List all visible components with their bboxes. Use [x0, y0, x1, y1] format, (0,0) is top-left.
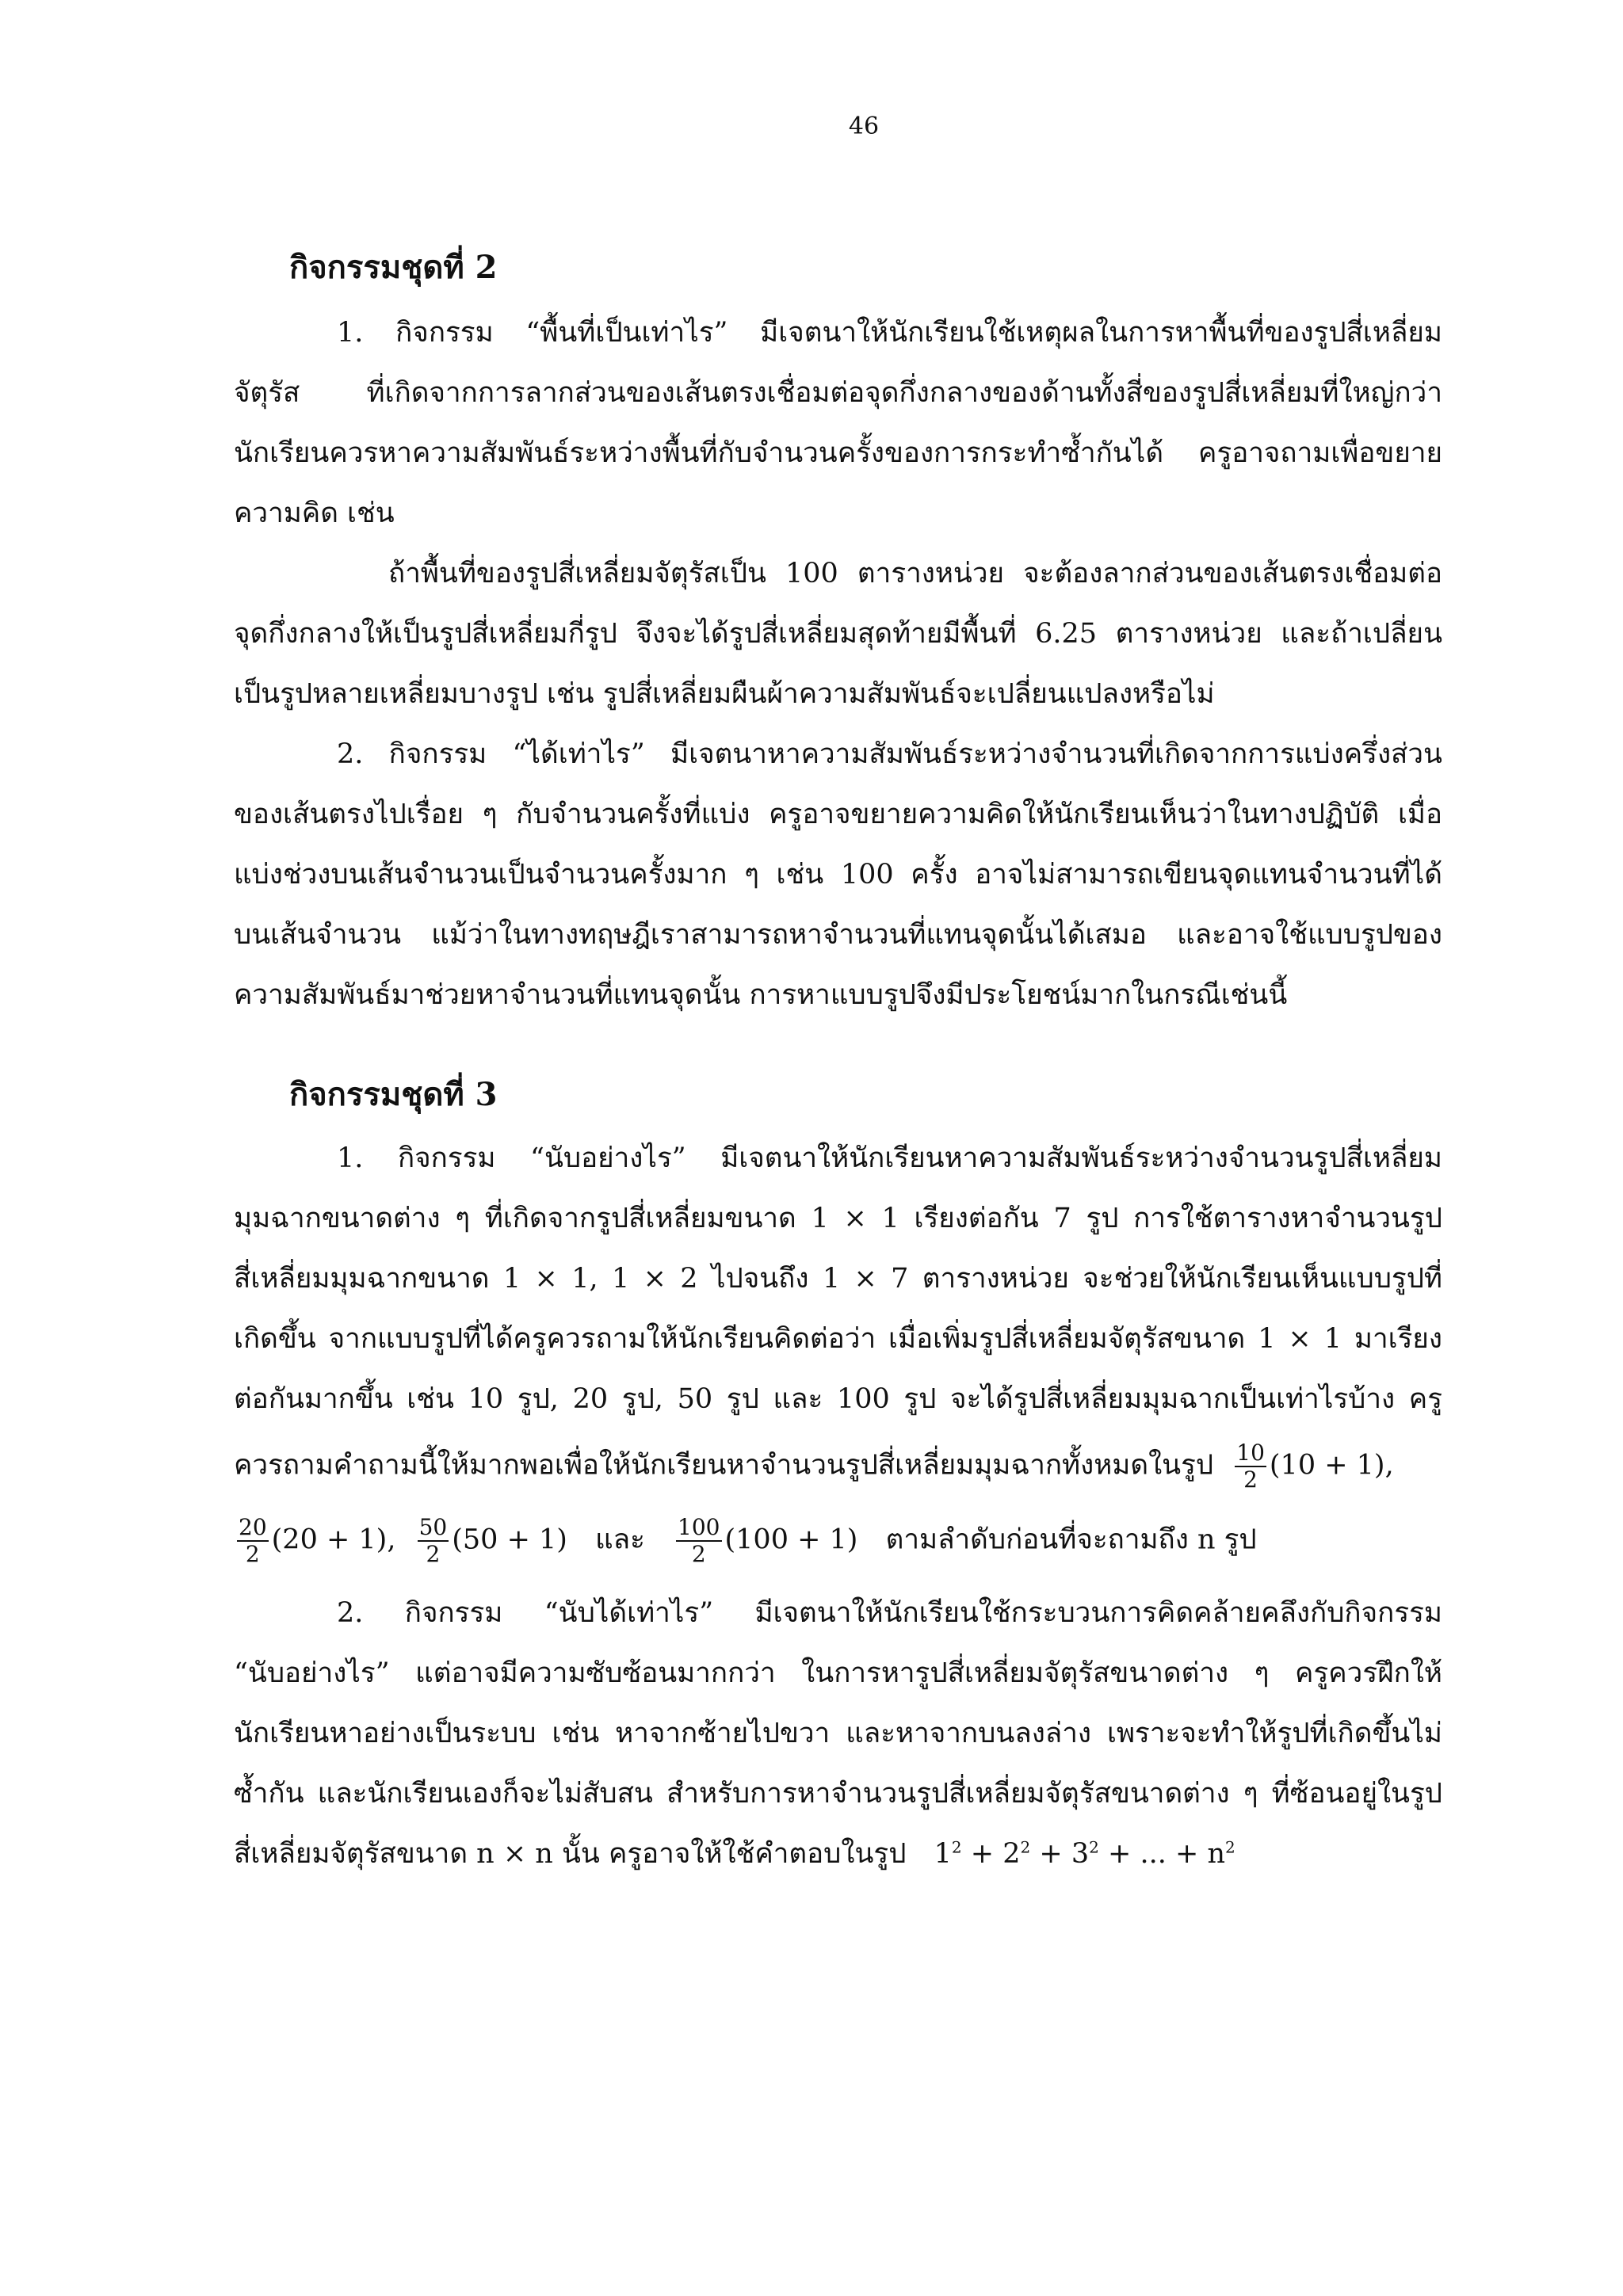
formula-trailing-text: ตามลำดับก่อนที่จะถามถึง n รูป — [885, 1524, 1257, 1556]
formula-term: (10 + 1), — [1269, 1449, 1394, 1482]
paragraph-line: ซ้ำกัน และนักเรียนเองก็จะไม่สับสน สำหรับการหาจำนวนรูปสี่เหลี่ยมจัตุรัสขนาดต่าง ๆ ที่ซ้อนอยู่ในรูป — [234, 1778, 1442, 1810]
paragraph-line: 2. กิจกรรม “นับได้เท่าไร” มีเจตนาให้นักเรียนใช้กระบวนการคิดคล้ายคลึงกับกิจกรรม — [337, 1597, 1442, 1629]
formula-term: (100 + 1) — [724, 1524, 858, 1556]
formula-line — [234, 1515, 1442, 1567]
formula-term: 2 — [1002, 1838, 1021, 1870]
paragraph-line: สี่เหลี่ยมมุมฉากขนาด 1 × 1, 1 × 2 ไปจนถึง 1 × 7 ตารางหน่วย จะช่วยให้นักเรียนเห็นแบบรูปที่ — [234, 1263, 1442, 1295]
paragraph-line-with-formula — [234, 1440, 1442, 1493]
formula-term: 1 — [934, 1838, 952, 1870]
paragraph-line: 2. กิจกรรม “ได้เท่าไร” มีเจตนาหาความสัมพันธ์ระหว่างจำนวนที่เกิดจากการแบ่งครึ่งส่วน — [337, 738, 1442, 770]
paragraph-line: 1. กิจกรรม “นับอย่างไร” มีเจตนาให้นักเรียนหาความสัมพันธ์ระหว่างจำนวนรูปสี่เหลี่ยม — [337, 1142, 1442, 1174]
fraction-numerator: 100 — [678, 1514, 720, 1540]
formula-connector: และ — [595, 1524, 645, 1556]
fraction-numerator: 50 — [418, 1514, 448, 1540]
paragraph-line: 1. กิจกรรม “พื้นที่เป็นเท่าไร” มีเจตนาให้นักเรียนใช้เหตุผลในการหาพื้นที่ของรูปสี่เหลี่ยม — [337, 317, 1442, 349]
formula-intro-text: สี่เหลี่ยมจัตุรัสขนาด n × n นั้น ครูอาจให้ใช้คำตอบในรูป — [234, 1838, 907, 1870]
paragraph-line: นักเรียนหาอย่างเป็นระบบ เช่น หาจากซ้ายไปขวา และหาจากบนลงล่าง เพราะจะทำให้รูปที่เกิดขึ้นไม่ — [234, 1718, 1442, 1749]
formula-term: (20 + 1), — [271, 1524, 396, 1556]
fraction — [237, 1515, 269, 1567]
exponent: 2 — [1020, 1837, 1031, 1857]
section-2-heading: กิจกรรมชุดที่ 2 — [289, 249, 498, 286]
plus-sign: + — [970, 1838, 995, 1870]
formula-term: 3 — [1071, 1838, 1090, 1870]
plus-sign: + — [1039, 1838, 1063, 1870]
exponent: 2 — [1089, 1837, 1099, 1857]
paragraph-line: แบ่งช่วงบนเส้นจำนวนเป็นจำนวนครั้งมาก ๆ เช่น 100 ครั้ง อาจไม่สามารถเขียนจุดแทนจำนวนที่ได้ — [234, 859, 1442, 891]
paragraph-line: ของเส้นตรงไปเรื่อย ๆ กับจำนวนครั้งที่แบ่ง ครูอาจขยายความคิดให้นักเรียนเห็นว่าในทางปฏิบัติ เมื่อ — [234, 799, 1442, 830]
paragraph-line: ถ้าพื้นที่ของรูปสี่เหลี่ยมจัตุรัสเป็น 100 ตารางหน่วย จะต้องลากส่วนของเส้นตรงเชื่อมต่อ — [388, 558, 1442, 589]
fraction — [676, 1515, 721, 1567]
paragraph-line: เกิดขึ้น จากแบบรูปที่ได้ครูควรถามให้นักเรียนคิดต่อว่า เมื่อเพิ่มรูปสี่เหลี่ยมจัตุรัสขนาด 1 × 1 มาเรียง — [234, 1323, 1442, 1355]
sum-formula — [934, 1838, 1235, 1870]
formula-intro-text: ควรถามคำถามนี้ให้มากพอเพื่อให้นักเรียนหาจำนวนรูปสี่เหลี่ยมมุมฉากทั้งหมดในรูป — [234, 1449, 1214, 1482]
paragraph-line: ความสัมพันธ์มาช่วยหาจำนวนที่แทนจุดนั้น การหาแบบรูปจึงมีประโยชน์มากในกรณีเช่นนี้ — [234, 979, 1288, 1011]
fraction-denominator: 2 — [426, 1541, 441, 1567]
ellipsis: ... — [1140, 1838, 1167, 1870]
plus-sign: + — [1174, 1838, 1199, 1870]
paragraph-line: มุมฉากขนาดต่าง ๆ ที่เกิดจากรูปสี่เหลี่ยมขนาด 1 × 1 เรียงต่อกัน 7 รูป การใช้ตารางหาจำนวนรูป — [234, 1203, 1442, 1234]
fraction-denominator: 2 — [245, 1541, 260, 1567]
paragraph-line: ต่อกันมากขึ้น เช่น 10 รูป, 20 รูป, 50 รูป และ 100 รูป จะได้รูปสี่เหลี่ยมมุมฉากเป็นเท่าไรบ้าง ครู — [234, 1383, 1442, 1415]
exponent: 2 — [1224, 1837, 1235, 1857]
exponent: 2 — [951, 1837, 962, 1857]
paragraph-line: ความคิด เช่น — [234, 498, 395, 529]
paragraph-line: บนเส้นจำนวน แม้ว่าในทางทฤษฎีเราสามารถหาจำนวนที่แทนจุดนั้นได้เสมอ และอาจใช้แบบรูปของ — [234, 919, 1442, 951]
fraction-denominator: 2 — [691, 1541, 706, 1567]
paragraph-line: นักเรียนควรหาความสัมพันธ์ระหว่างพื้นที่กับจำนวนครั้งของการกระทำซ้ำกันได้ ครูอาจถามเพื่อขยาย — [234, 437, 1442, 469]
section-3-heading: กิจกรรมชุดที่ 3 — [289, 1076, 498, 1113]
formula-term: n — [1207, 1838, 1225, 1870]
paragraph-line: จุดกึ่งกลางให้เป็นรูปสี่เหลี่ยมกี่รูป จึงจะได้รูปสี่เหลี่ยมสุดท้ายมีพื้นที่ 6.25 ตารางหน่วย และถ้าเปลี่ยน — [234, 618, 1442, 650]
plus-sign: + — [1107, 1838, 1132, 1870]
fraction-numerator: 20 — [239, 1514, 267, 1540]
fraction — [418, 1515, 449, 1567]
fraction-numerator: 10 — [1236, 1440, 1265, 1466]
paragraph-line: เป็นรูปหลายเหลี่ยมบางรูป เช่น รูปสี่เหลี่ยมผืนผ้าความสัมพันธ์จะเปลี่ยนแปลงหรือไม่ — [234, 678, 1215, 710]
formula-term: (50 + 1) — [452, 1524, 567, 1556]
paragraph-line: “นับอย่างไร” แต่อาจมีความซับซ้อนมากกว่า ในการหารูปสี่เหลี่ยมจัตุรัสขนาดต่าง ๆ ครูควรฝึกให้ — [234, 1657, 1442, 1689]
paragraph-line-with-formula — [234, 1830, 1442, 1878]
page-number: 46 — [848, 113, 880, 140]
fraction — [1235, 1440, 1266, 1493]
fraction-denominator: 2 — [1243, 1466, 1258, 1493]
paragraph-line: จัตุรัส ที่เกิดจากการลากส่วนของเส้นตรงเชื่อมต่อจุดกึ่งกลางของด้านทั้งสี่ของรูปสี่เหลี่ยมที่ใหญ่กว่า — [234, 377, 1442, 409]
